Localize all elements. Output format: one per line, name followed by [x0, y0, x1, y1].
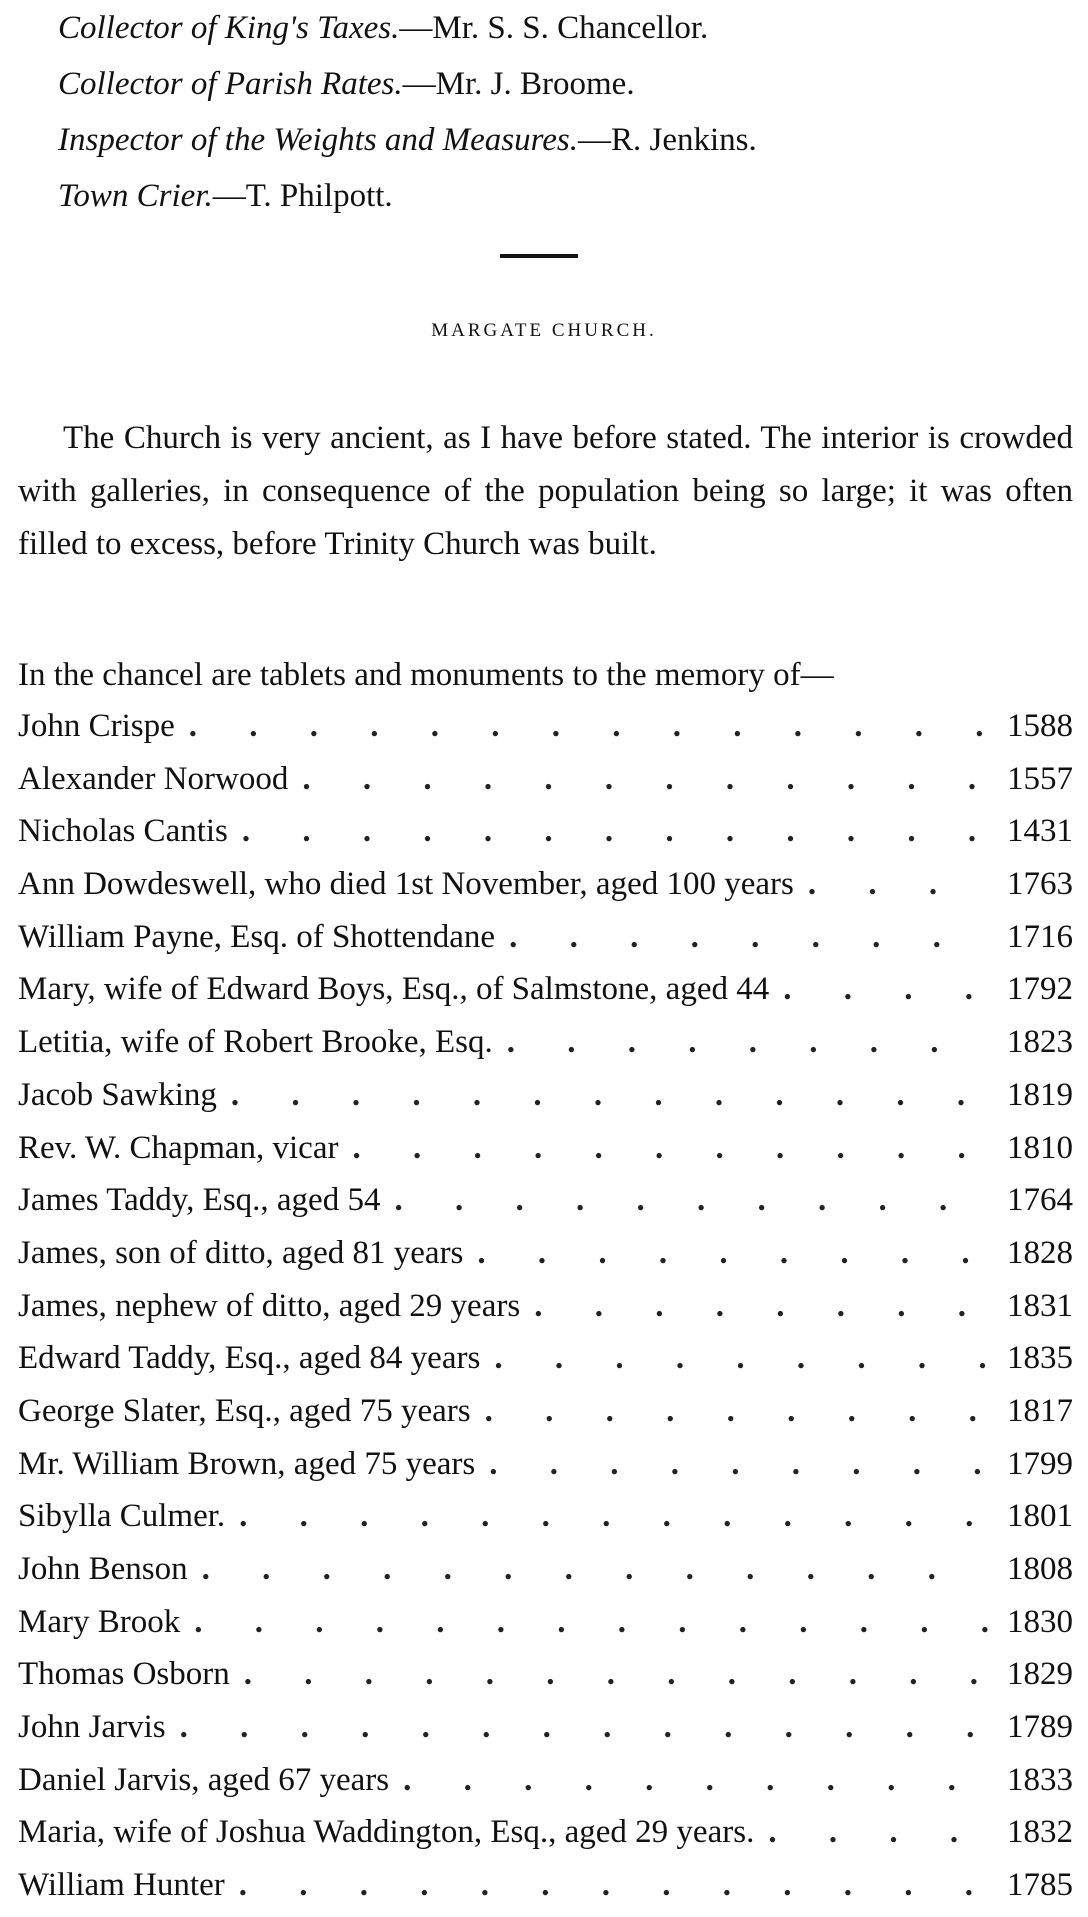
- officer-name: —T. Philpott.: [212, 178, 393, 214]
- memorial-entry: [18, 1385, 1073, 1438]
- dot-leader: [225, 1859, 989, 1912]
- memorial-year: 1808: [1007, 1551, 1073, 1587]
- memorial-name: John Jarvis: [18, 1709, 166, 1746]
- dot-leader: [288, 753, 989, 806]
- memorial-year: 1764: [1007, 1182, 1073, 1219]
- dot-leader: [769, 963, 989, 1016]
- memorial-year: 1823: [1007, 1024, 1073, 1061]
- memorial-entry: [18, 1701, 1073, 1754]
- memorial-entry: [18, 1069, 1073, 1122]
- memorial-year: 1817: [1007, 1392, 1073, 1429]
- memorial-entry: [18, 1227, 1073, 1280]
- memorial-name: Thomas Osborn: [18, 1656, 230, 1693]
- memorial-name: Alexander Norwood: [18, 760, 289, 797]
- memorial-entry: [18, 1596, 1073, 1649]
- memorial-entry: [18, 1859, 1073, 1912]
- memorial-year: 1835: [1007, 1340, 1073, 1377]
- memorial-entry: [18, 1648, 1073, 1701]
- dot-leader: [225, 1490, 989, 1543]
- memorial-year: 1763: [1007, 866, 1073, 903]
- church-description-paragraph: The Church is very ancient, as I have before stated. The interior is crowded with galleries, in consequence of the population being so large; it was often filled to excess, before Trinity Church was built.: [18, 420, 1073, 562]
- officer-title: Town Crier.: [58, 178, 213, 214]
- section-heading: MARGATE CHURCH.: [431, 320, 657, 341]
- chancel-intro-paragraph: In the chancel are tablets and monuments to the memory of—: [18, 657, 834, 693]
- dot-leader: [175, 700, 989, 753]
- dot-leader: [794, 858, 989, 911]
- memorial-entry: [18, 858, 1073, 911]
- dot-leader: [166, 1701, 989, 1754]
- memorial-name: Edward Taddy, Esq., aged 84 years: [18, 1340, 481, 1377]
- memorial-entry: [18, 700, 1073, 753]
- dot-leader: [338, 1122, 989, 1175]
- memorial-name: Daniel Jarvis, aged 67 years: [18, 1761, 390, 1798]
- memorial-year: 1829: [1007, 1656, 1073, 1693]
- memorial-year: 1832: [1007, 1814, 1073, 1851]
- memorial-name: James, nephew of ditto, aged 29 years: [18, 1287, 521, 1324]
- dot-leader: [380, 1174, 989, 1227]
- dot-leader: [520, 1280, 989, 1333]
- dot-leader: [228, 805, 989, 858]
- dot-leader: [389, 1754, 989, 1807]
- dot-leader: [217, 1069, 989, 1122]
- memorial-entry: [18, 1122, 1073, 1175]
- section-divider-rule: [500, 254, 578, 258]
- dot-leader: [471, 1385, 989, 1438]
- officer-name: —Mr. J. Broome.: [402, 66, 635, 102]
- officer-title: Collector of King's Taxes.: [58, 10, 400, 46]
- memorial-year: 1716: [1007, 918, 1073, 955]
- memorial-year: 1819: [1007, 1076, 1073, 1113]
- officer-name: —R. Jenkins.: [578, 122, 757, 158]
- memorial-year: 1588: [1007, 708, 1073, 744]
- dot-leader: [475, 1438, 989, 1491]
- memorial-name: Jacob Sawking: [18, 1076, 217, 1113]
- town-officers-list: [58, 0, 1038, 224]
- officer-line: [58, 112, 1038, 168]
- dot-leader: [188, 1543, 989, 1596]
- memorial-entry: [18, 1016, 1073, 1069]
- memorial-year: 1557: [1007, 760, 1073, 797]
- memorial-entry: [18, 1806, 1073, 1859]
- officer-title: Collector of Parish Rates.: [58, 66, 403, 102]
- dot-leader: [493, 1016, 989, 1069]
- memorial-year: 1799: [1007, 1445, 1073, 1482]
- memorial-entry: [18, 753, 1073, 806]
- memorial-year: 1810: [1007, 1129, 1073, 1166]
- dot-leader: [180, 1596, 989, 1649]
- memorial-name: James, son of ditto, aged 81 years: [18, 1234, 464, 1271]
- memorial-year: 1789: [1007, 1709, 1073, 1746]
- memorial-list: [18, 700, 1073, 1912]
- memorial-entry: [18, 911, 1073, 964]
- memorial-name: William Payne, Esq. of Shottendane: [18, 918, 496, 955]
- dot-leader: [480, 1332, 989, 1385]
- memorial-year: 1830: [1007, 1603, 1073, 1640]
- memorial-entry: [18, 1490, 1073, 1543]
- officer-title: Inspector of the Weights and Measures.: [58, 122, 578, 158]
- memorial-name: John Crispe: [18, 708, 175, 744]
- officer-name: —Mr. S. S. Chancellor.: [399, 10, 709, 46]
- memorial-name: George Slater, Esq., aged 75 years: [18, 1392, 471, 1429]
- memorial-name: Ann Dowdeswell, who died 1st November, aged 100 years: [18, 866, 794, 903]
- officer-line: [58, 56, 1038, 112]
- memorial-name: Mary, wife of Edward Boys, Esq., of Salmstone, aged 44: [18, 971, 770, 1008]
- memorial-entry: [18, 805, 1073, 858]
- memorial-name: Maria, wife of Joshua Waddington, Esq., aged 29 years.: [18, 1814, 755, 1851]
- memorial-name: Letitia, wife of Robert Brooke, Esq.: [18, 1024, 493, 1061]
- memorial-entry: [18, 1543, 1073, 1596]
- dot-leader: [230, 1648, 989, 1701]
- memorial-year: 1431: [1007, 813, 1073, 850]
- memorial-name: James Taddy, Esq., aged 54: [18, 1182, 381, 1219]
- memorial-name: Mr. William Brown, aged 75 years: [18, 1445, 476, 1482]
- memorial-year: 1801: [1007, 1498, 1073, 1535]
- memorial-year: 1831: [1007, 1287, 1073, 1324]
- memorial-name: Sibylla Culmer.: [18, 1498, 226, 1535]
- dot-leader: [463, 1227, 989, 1280]
- memorial-entry: [18, 963, 1073, 1016]
- dot-leader: [754, 1806, 989, 1859]
- memorial-year: 1833: [1007, 1761, 1073, 1798]
- memorial-name: John Benson: [18, 1551, 188, 1587]
- officer-line: [58, 168, 1038, 224]
- memorial-name: Rev. W. Chapman, vicar: [18, 1129, 339, 1166]
- memorial-year: 1828: [1007, 1234, 1073, 1271]
- memorial-entry: [18, 1332, 1073, 1385]
- memorial-name: Mary Brook: [18, 1603, 181, 1640]
- memorial-year: 1792: [1007, 971, 1073, 1008]
- memorial-entry: [18, 1174, 1073, 1227]
- memorial-name: Nicholas Cantis: [18, 813, 228, 850]
- memorial-entry: [18, 1280, 1073, 1333]
- dot-leader: [495, 911, 989, 964]
- officer-line: [58, 0, 1038, 56]
- memorial-year: 1785: [1007, 1867, 1073, 1904]
- memorial-entry: [18, 1438, 1073, 1491]
- memorial-name: William Hunter: [18, 1867, 225, 1904]
- memorial-entry: [18, 1754, 1073, 1807]
